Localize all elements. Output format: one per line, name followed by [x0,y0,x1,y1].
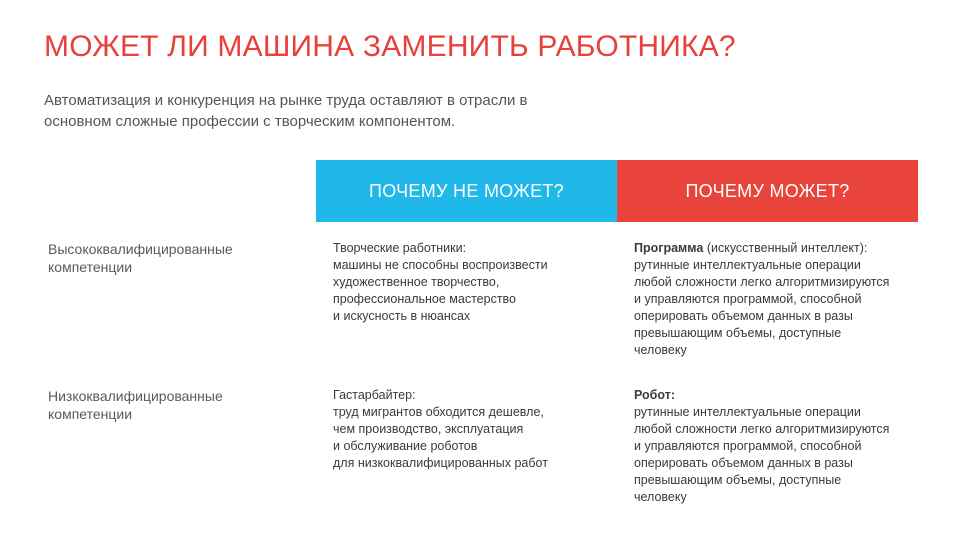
cell-low-skill-can [634,387,889,506]
row-label-line: компетенции [48,259,133,275]
cell-line: превышающим объемы, доступные [634,326,842,340]
row-label-line: Высококвалифицированные [48,241,233,257]
cell-line: человеку [634,343,687,357]
cell-line [634,387,889,404]
cell-line: машины не способны воспроизвести [333,258,548,272]
cell-line: любой сложности легко алгоритмизируются [634,275,890,289]
row-label-low-skill [48,387,223,423]
cell-line: художественное творчество, [333,275,500,289]
cell-line: рутинные интеллектуальные операции [634,258,861,272]
cell-term-rest: (искусственный интеллект): [703,241,868,255]
cell-line: оперировать объемом данных в разы [634,309,853,323]
cell-line: любой сложности легко алгоритмизируются [634,422,890,436]
cell-bold-term: Программа [634,241,704,255]
cell-line: оперировать объемом данных в разы [634,456,853,470]
page-title: МОЖЕТ ЛИ МАШИНА ЗАМЕНИТЬ РАБОТНИКА? [44,30,736,63]
cell-line: и искусность в нюансах [333,309,471,323]
cell-line: и обслуживание роботов [333,439,478,453]
cell-line: чем производство, эксплуатация [333,422,524,436]
cell-line [634,240,889,257]
cell-high-skill-cannot [333,240,548,325]
header-why-can: ПОЧЕМУ МОЖЕТ? [617,160,918,222]
cell-line: для низкоквалифицированных работ [333,456,548,470]
cell-low-skill-cannot [333,387,548,472]
cell-bold-term: Робот: [634,388,675,402]
header-why-cannot: ПОЧЕМУ НЕ МОЖЕТ? [316,160,617,222]
cell-line: человеку [634,490,687,504]
cell-line: превышающим объемы, доступные [634,473,842,487]
row-label-high-skill [48,240,233,276]
row-label-line: компетенции [48,406,133,422]
cell-line: Гастарбайтер: [333,388,416,402]
cell-line: Творческие работники: [333,241,467,255]
cell-line: труд мигрантов обходится дешевле, [333,405,544,419]
cell-high-skill-can [634,240,889,359]
subtitle-line: Автоматизация и конкуренция на рынке труда оставляют в отрасли в [44,92,528,109]
cell-line: рутинные интеллектуальные операции [634,405,861,419]
cell-line: и управляются программой, способной [634,439,862,453]
cell-line: и управляются программой, способной [634,292,862,306]
row-label-line: Низкоквалифицированные [48,388,223,404]
subtitle [44,90,664,132]
subtitle-line: основном сложные профессии с творческим компонентом. [44,113,456,130]
cell-line: профессиональное мастерство [333,292,516,306]
